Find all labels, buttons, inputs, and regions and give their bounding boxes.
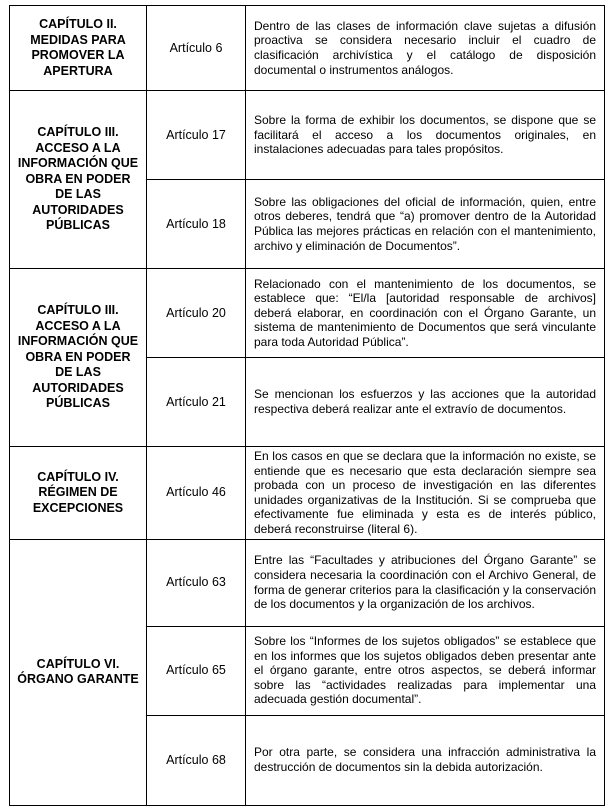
- description-cell: Por otra parte, se considera una infracción administrativa la destrucción de documentos sin la debida autorización.: [246, 715, 605, 805]
- article-cell: Artículo 46: [147, 447, 246, 540]
- description-cell: Dentro de las clases de información clave sujetas a difusión proactiva se considera necesario incluir el cuadro de clasificación archivística y el catálogo de disposición documental o instrumentos análogos.: [246, 6, 605, 91]
- article-cell: Artículo 18: [147, 180, 246, 269]
- table-row: [10, 6, 605, 91]
- article-cell: Artículo 65: [147, 626, 246, 715]
- table-row: [10, 91, 605, 180]
- article-cell: Artículo 6: [147, 6, 246, 91]
- chapter-cell: CAPÍTULO III. ACCESO A LA INFORMACIÓN QUE OBRA EN PODER DE LAS AUTORIDADES PÚBLICAS: [10, 91, 147, 269]
- chapter-cell: CAPÍTULO IV. RÉGIMEN DE EXCEPCIONES: [10, 447, 147, 540]
- article-cell: Artículo 21: [147, 358, 246, 447]
- articles-table: [9, 5, 605, 806]
- description-cell: Sobre las obligaciones del oficial de información, quien, entre otros deberes, tendrá que “a) promover dentro de la Autoridad Pública las mejores prácticas en relación con el mantenimiento, archivo y eliminación de Documentos”.: [246, 180, 605, 269]
- description-cell: Sobre los “Informes de los sujetos obligados” se establece que en los informes que los sujetos obligados deben presentar ante el órgano garante, entre otros aspectos, se deberá informar sobre las “actividades realizadas para implementar una adecuada gestión documental”.: [246, 626, 605, 715]
- table-row: [10, 447, 605, 540]
- table-row: [10, 269, 605, 358]
- chapter-cell: CAPÍTULO III. ACCESO A LA INFORMACIÓN QUE OBRA EN PODER DE LAS AUTORIDADES PÚBLICAS: [10, 269, 147, 447]
- description-cell: Sobre la forma de exhibir los documentos, se dispone que se facilitará el acceso a los documentos originales, en instalaciones adecuadas para tales propósitos.: [246, 91, 605, 180]
- article-cell: Artículo 20: [147, 269, 246, 358]
- description-cell: Relacionado con el mantenimiento de los documentos, se establece que: “El/la [autoridad responsable de archivos] deberá elaborar, en coordinación con el Órgano Garante, un sistema de mantenimiento de Documentos que será vinculante para toda Autoridad Pública”.: [246, 269, 605, 358]
- description-cell: Entre las “Facultades y atribuciones del Órgano Garante” se considera necesaria la coordinación con el Archivo General, de forma de generar criterios para la clasificación y la conservación de los documentos y la organización de los archivos.: [246, 539, 605, 626]
- table-row: [10, 539, 605, 626]
- description-cell: En los casos en que se declara que la información no existe, se entiende que es necesario que esta declaración siempre sea probada con un proceso de investigación en las diferentes unidades organizativas de la Institución. Si se comprueba que efectivamente fue eliminada y esta es de interés público, deberá reconstruirse (literal 6).: [246, 447, 605, 540]
- article-cell: Artículo 17: [147, 91, 246, 180]
- description-cell: Se mencionan los esfuerzos y las acciones que la autoridad respectiva deberá realizar ante el extravío de documentos.: [246, 358, 605, 447]
- article-cell: Artículo 63: [147, 539, 246, 626]
- chapter-cell: CAPÍTULO II. MEDIDAS PARA PROMOVER LA APERTURA: [10, 6, 147, 91]
- chapter-cell: CAPÍTULO VI. ÓRGANO GARANTE: [10, 539, 147, 805]
- article-cell: Artículo 68: [147, 715, 246, 805]
